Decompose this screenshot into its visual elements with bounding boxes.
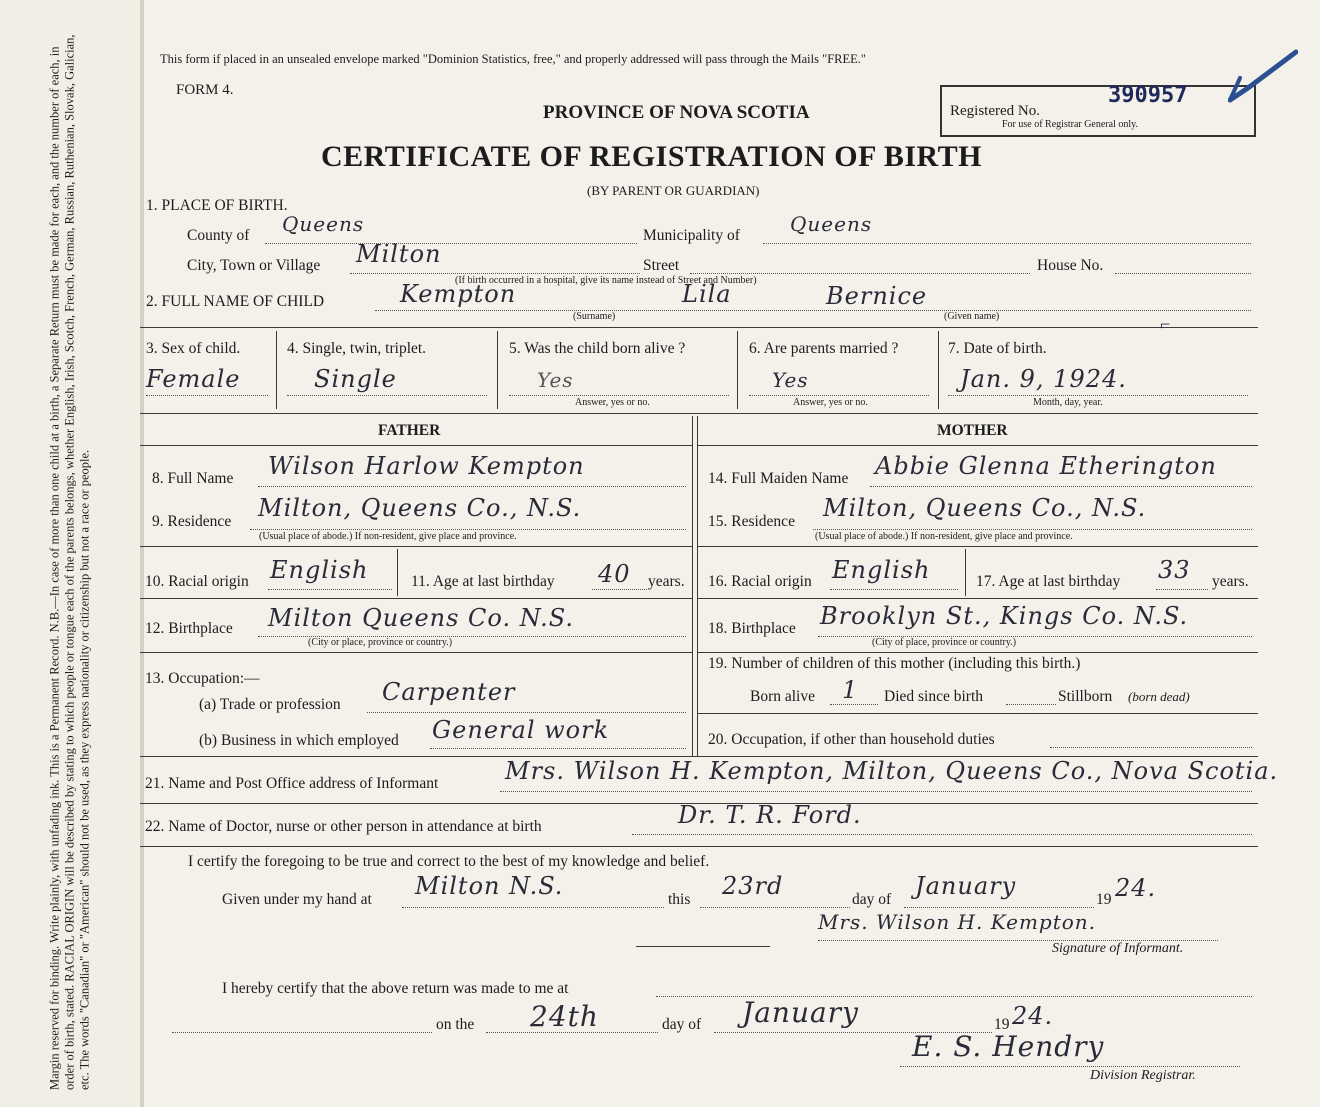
mother-birthplace-label: 18. Birthplace	[708, 620, 796, 637]
father-business-line	[430, 748, 686, 749]
sex-line	[146, 395, 268, 396]
binding-edge	[140, 0, 144, 1107]
father-business-label: (b) Business in which employed	[199, 732, 399, 749]
informant-line	[500, 791, 1252, 792]
born-alive-label: 5. Was the child born alive ?	[509, 340, 686, 357]
certify-day-line	[700, 907, 850, 908]
certify-month-line	[904, 907, 1094, 908]
father-residence-label: 9. Residence	[152, 513, 232, 530]
parents-divider-right	[697, 416, 698, 756]
father-racial-line	[268, 589, 392, 590]
municipality-value: Queens	[790, 212, 873, 236]
street-label: Street	[643, 257, 680, 274]
father-name-label: 8. Full Name	[152, 470, 234, 487]
father-trade-value: Carpenter	[382, 678, 516, 706]
mother-residence-value: Milton, Queens Co., N.S.	[823, 494, 1147, 522]
father-age-value: 40	[598, 560, 631, 588]
county-value: Queens	[282, 212, 365, 236]
divider-plurality	[497, 331, 498, 409]
stillborn-note: (born dead)	[1128, 689, 1190, 704]
mother-residence-caption: (Usual place of abode.) If non-resident, give place and province.	[815, 531, 1073, 542]
county-line	[265, 243, 637, 244]
child-given-name-2: Bernice	[826, 282, 928, 310]
informant-value: Mrs. Wilson H. Kempton, Milton, Queens Co., Nova Scotia.	[505, 757, 1279, 785]
certificate-subtitle: (BY PARENT OR GUARDIAN)	[587, 183, 760, 198]
registrar-signature: E. S. Hendry	[912, 1030, 1105, 1063]
date-of-birth-caption: Month, day, year.	[1033, 397, 1103, 408]
registrar-day-of-label: day of	[662, 1016, 702, 1033]
sex-value: Female	[146, 365, 241, 393]
mother-age-label: 17. Age at last birthday	[976, 573, 1121, 590]
street-line	[690, 273, 1030, 274]
parents-married-caption: Answer, yes or no.	[793, 397, 868, 408]
certify-day-value: 23rd	[722, 872, 784, 900]
given-place-value: Milton N.S.	[415, 872, 564, 900]
mail-notice: This form if placed in an unsealed envelope marked "Dominion Statistics, free," and properly addressed will pass through the Mails "FREE."	[160, 52, 867, 66]
certify-month-value: January	[915, 872, 1017, 900]
date-of-birth-label: 7. Date of birth.	[948, 340, 1047, 357]
plurality-label: 4. Single, twin, triplet.	[287, 340, 427, 357]
born-alive-count-line	[830, 704, 878, 705]
mother-age-value: 33	[1158, 556, 1191, 584]
father-line-2	[140, 598, 692, 599]
registrar-place-line-2	[172, 1032, 432, 1033]
mother-line-1	[697, 546, 1258, 547]
registrar-month-value: January	[742, 996, 859, 1029]
father-residence-caption: (Usual place of abode.) If non-resident, give place and province.	[259, 531, 517, 542]
born-alive-value: Yes	[537, 368, 574, 392]
father-residence-line	[250, 529, 686, 530]
father-age-label: 11. Age at last birthday	[411, 573, 555, 590]
father-business-value: General work	[432, 716, 610, 744]
row-divider-top	[140, 327, 1258, 328]
registrar-statement: I hereby certify that the above return was made to me at	[222, 980, 569, 997]
born-alive-count-label: Born alive	[750, 688, 815, 705]
born-alive-line	[509, 395, 729, 396]
parents-married-line	[749, 395, 929, 396]
father-heading-line	[140, 445, 692, 446]
certify-statement: I certify the foregoing to be true and correct to the best of my knowledge and belief.	[188, 853, 710, 870]
mother-name-value: Abbie Glenna Etherington	[875, 452, 1217, 480]
child-surname: Kempton	[400, 280, 517, 308]
father-heading: FATHER	[378, 422, 441, 439]
mother-line-3	[697, 652, 1258, 653]
date-of-birth-value: Jan. 9, 1924.	[960, 365, 1127, 393]
child-name-line	[375, 310, 1251, 311]
mother-occupation-line	[1050, 747, 1252, 748]
stillborn-label: Stillborn	[1058, 688, 1113, 705]
signature-caption: Signature of Informant.	[1052, 941, 1184, 956]
parents-top-line	[140, 413, 1258, 414]
born-alive-caption: Answer, yes or no.	[575, 397, 650, 408]
surname-caption: (Surname)	[573, 311, 616, 322]
parents-divider-left	[692, 416, 693, 756]
mother-birthplace-value: Brooklyn St., Kings Co. N.S.	[820, 602, 1189, 630]
municipality-line	[763, 243, 1251, 244]
died-since-birth-line	[1006, 704, 1056, 705]
plurality-line	[287, 395, 487, 396]
father-residence-value: Milton, Queens Co., N.S.	[258, 494, 582, 522]
house-number-line	[1115, 273, 1251, 274]
divider-alive	[737, 331, 738, 409]
doctor-line	[632, 834, 1252, 835]
registrar-note: For use of Registrar General only.	[1002, 119, 1138, 130]
father-years-label: years.	[648, 573, 685, 590]
mother-racial-divider	[965, 549, 966, 596]
registrar-year-prefix: 19	[994, 1016, 1010, 1033]
mother-name-line	[870, 486, 1252, 487]
sex-label: 3. Sex of child.	[146, 340, 241, 357]
father-trade-label: (a) Trade or profession	[199, 696, 341, 713]
given-name-caption: (Given name)	[944, 311, 1000, 322]
doctor-bottom-line	[140, 846, 1258, 847]
certify-day-of-label: day of	[852, 891, 892, 908]
form-number: FORM 4.	[176, 82, 234, 98]
registrar-caption: Division Registrar.	[1090, 1068, 1196, 1083]
mother-name-label: 14. Full Maiden Name	[708, 470, 849, 487]
registration-box	[940, 85, 1256, 137]
registered-number: 390957	[1108, 83, 1188, 108]
place-of-birth-label: 1. PLACE OF BIRTH.	[146, 197, 288, 214]
registrar-year-value: 24.	[1012, 1002, 1054, 1030]
city-line	[350, 273, 640, 274]
parents-married-label: 6. Are parents married ?	[749, 340, 899, 357]
mother-heading-line	[697, 445, 1258, 446]
certify-year-prefix: 19	[1096, 891, 1112, 908]
father-name-line	[258, 486, 686, 487]
plurality-value: Single	[314, 365, 397, 393]
mother-racial-label: 16. Racial origin	[708, 573, 812, 590]
father-line-1	[140, 546, 692, 547]
divider-married	[938, 331, 939, 409]
mother-age-line	[1156, 589, 1208, 590]
father-name-value: Wilson Harlow Kempton	[268, 452, 585, 480]
given-place-line	[402, 907, 664, 908]
mother-racial-line	[830, 589, 958, 590]
hospital-note: (If birth occurred in a hospital, give its name instead of Street and Number)	[455, 275, 757, 286]
father-trade-line	[367, 712, 686, 713]
certify-year-value: 24.	[1115, 874, 1157, 902]
mother-years-label: years.	[1212, 573, 1249, 590]
margin-strip	[0, 0, 140, 1107]
house-number-label: House No.	[1037, 257, 1104, 274]
mother-residence-line	[813, 529, 1252, 530]
informant-signature: Mrs. Wilson H. Kempton.	[818, 910, 1097, 934]
father-racial-divider	[397, 549, 398, 596]
county-label: County of	[187, 227, 250, 244]
given-under-label: Given under my hand at	[222, 891, 372, 908]
separator-line	[636, 946, 770, 947]
province-heading: PROVINCE OF NOVA SCOTIA	[543, 102, 810, 123]
doctor-label: 22. Name of Doctor, nurse or other person in attendance at birth	[145, 818, 542, 835]
city-label: City, Town or Village	[187, 257, 321, 274]
mother-line-2	[697, 598, 1258, 599]
mother-birthplace-caption: (City of place, province or country.)	[872, 637, 1017, 648]
pen-check-icon	[1228, 48, 1298, 108]
child-name-label: 2. FULL NAME OF CHILD	[146, 293, 325, 310]
father-birthplace-label: 12. Birthplace	[145, 620, 233, 637]
informant-label: 21. Name and Post Office address of Informant	[145, 775, 439, 792]
parents-married-value: Yes	[772, 368, 809, 392]
registrar-on-label: on the	[436, 1016, 475, 1033]
margin-instructions: Margin reserved for binding. Write plainly, with unfading ink. This is a Permanent Record. N.B.—In case of more than one child at a birth, a Separate Return must be made for each, and the number of each, in order of birth, stated. RACIAL ORIGIN will be described by stating to which people or tongue each of the parents belongs, whether English, Irish, Scotch, French, German, Russian, Ruthenian, Slovak, Galician, etc. The words "Canadian" or "American" should not be used, as they express nationality or citizenship but not a race or people.	[47, 34, 92, 1090]
mother-racial-value: English	[832, 556, 931, 584]
children-count-label: 19. Number of children of this mother (including this birth.)	[708, 655, 1081, 672]
doctor-value: Dr. T. R. Ford.	[678, 801, 862, 829]
father-occupation-label: 13. Occupation:—	[145, 670, 260, 687]
margin-tick: ⌐	[1160, 314, 1171, 334]
divider-sex	[276, 331, 277, 409]
date-of-birth-line	[948, 395, 1248, 396]
registered-label: Registered No.	[950, 103, 1040, 119]
died-since-birth-label: Died since birth	[884, 688, 984, 705]
this-label: this	[668, 891, 691, 908]
certificate-title: CERTIFICATE OF REGISTRATION OF BIRTH	[321, 140, 982, 173]
city-value: Milton	[356, 240, 442, 268]
child-given-name-1: Lila	[682, 280, 732, 308]
father-birthplace-value: Milton Queens Co. N.S.	[268, 604, 575, 632]
mother-heading: MOTHER	[937, 422, 1008, 439]
mother-residence-label: 15. Residence	[708, 513, 795, 530]
registrar-signature-line	[900, 1066, 1240, 1067]
father-racial-value: English	[270, 556, 369, 584]
father-birthplace-caption: (City or place, province or country.)	[308, 637, 453, 648]
born-alive-count-value: 1	[842, 676, 859, 704]
mother-occupation-label: 20. Occupation, if other than household duties	[708, 731, 995, 748]
father-age-line	[592, 589, 647, 590]
municipality-label: Municipality of	[643, 227, 740, 244]
registrar-day-value: 24th	[530, 1000, 599, 1033]
father-line-3	[140, 652, 692, 653]
father-racial-label: 10. Racial origin	[145, 573, 249, 590]
mother-line-4	[697, 713, 1258, 714]
